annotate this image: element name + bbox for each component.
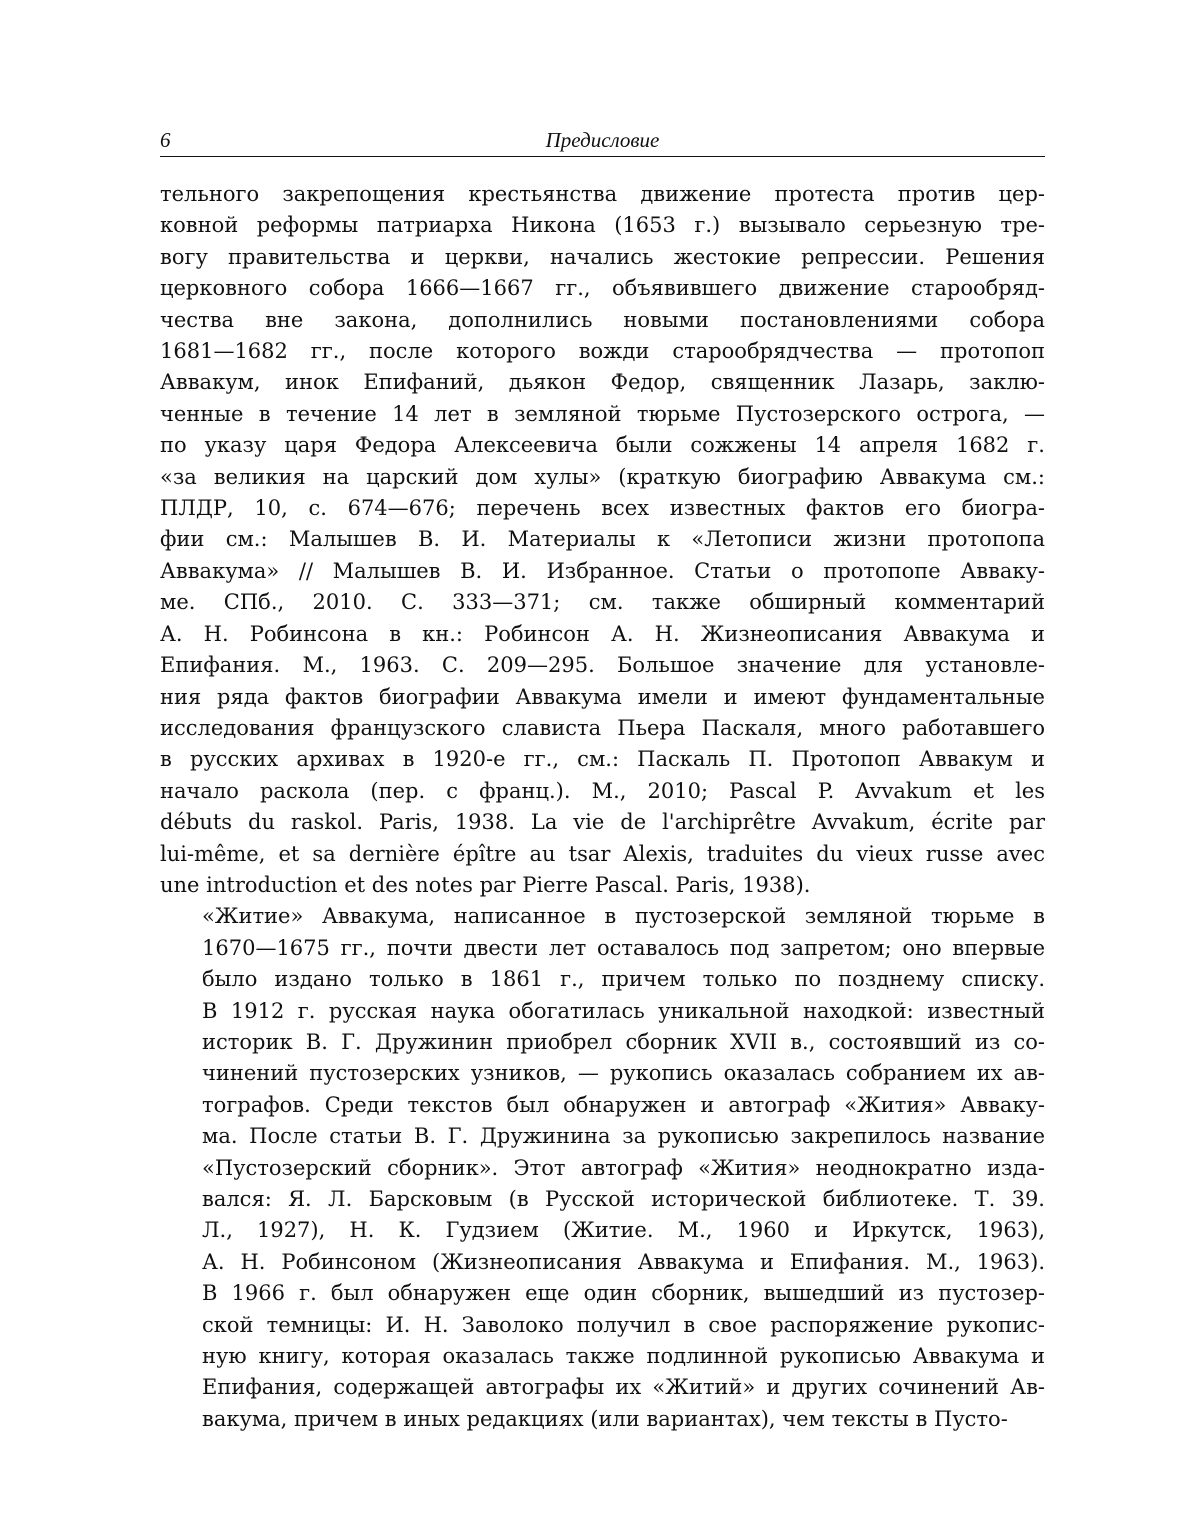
text-line: ковной реформы патриарха Никона (1653 г.) вызывало серьезную тре- xyxy=(160,213,1045,238)
text-line: Аввакума» // Малышев В. И. Избранное. Статьи о протопопе Авваку- xyxy=(160,558,1045,583)
running-header xyxy=(160,122,1045,157)
text-line: фии см.: Малышев В. И. Материалы к «Летописи жизни протопопа xyxy=(160,527,1045,552)
text-line: Л., 1927), Н. К. Гудзием (Житие. М., 1960 и Иркутск, 1963), xyxy=(202,1218,1045,1243)
text-line: тографов. Среди текстов был обнаружен и автограф «Жития» Авваку- xyxy=(202,1092,1045,1117)
text-line: тельного закрепощения крестьянства движение протеста против цер- xyxy=(160,182,1045,206)
text-line: начало раскола (пер. с франц.). М., 2010; Pascal P. Avvakum et les xyxy=(160,778,1045,803)
text-line: une introduction et des notes par Pierre Pascal. Paris, 1938). xyxy=(160,872,811,897)
text-line: ма. После статьи В. Г. Дружинина за рукописью закрепилось название xyxy=(202,1124,1045,1149)
text-line: В 1912 г. русская наука обогатилась уникальной находкой: известный xyxy=(202,998,1045,1023)
text-line: «за великия на царский дом хулы» (краткую биографию Аввакума см.: xyxy=(160,464,1045,489)
paragraph xyxy=(160,179,1045,901)
text-line: чества вне закона, дополнились новыми постановлениями собора xyxy=(160,307,1045,332)
text-line: ния ряда фактов биографии Аввакума имели и имеют фундаментальные xyxy=(160,684,1045,709)
text-line: lui-même, et sa dernière épître au tsar Alexis, traduites du vieux russe avec xyxy=(160,841,1045,866)
text-line: 1670—1675 гг., почти двести лет оставалось под запретом; оно впервые xyxy=(202,935,1045,960)
text-line: Аввакум, инок Епифаний, дьякон Федор, священник Лазарь, заклю- xyxy=(160,370,1045,395)
text-line: было издано только в 1861 г., причем только по позднему списку. xyxy=(202,967,1045,992)
running-title: Предисловие xyxy=(545,128,660,152)
text-line: ченные в течение 14 лет в земляной тюрьме Пустозерского острога, — xyxy=(160,401,1045,426)
text-line: «Пустозерский сборник». Этот автограф «Жития» неоднократно изда- xyxy=(202,1155,1045,1180)
text-line: церковного собора 1666—1667 гг., объявившего движение старообряд- xyxy=(160,276,1045,301)
text-line: чинений пустозерских узников, — рукопись оказалась собранием их ав- xyxy=(202,1061,1045,1086)
text-line: ную книгу, которая оказалась также подлинной рукописью Аввакума и xyxy=(202,1344,1045,1369)
book-page xyxy=(160,122,1045,1435)
text-line: Епифания, содержащей автографы их «Житий» и других сочинений Ав- xyxy=(202,1375,1045,1400)
text-line: «Житие» Аввакума, написанное в пустозерской земляной тюрьме в xyxy=(202,904,1045,929)
paragraph xyxy=(160,901,1045,1435)
text-line: 1681—1682 гг., после которого вожди старообрядчества — протопоп xyxy=(160,339,1045,364)
page-number: 6 xyxy=(160,128,171,152)
text-line: А. Н. Робинсона в кн.: Робинсон А. Н. Жизнеописания Аввакума и xyxy=(160,621,1045,646)
text-line: вогу правительства и церкви, начались жестокие репрессии. Решения xyxy=(160,244,1045,269)
text-line: Епифания. М., 1963. С. 209—295. Большое значение для установле- xyxy=(160,653,1045,678)
text-line: вакума, причем в иных редакциях (или вариантах), чем тексты в Пусто- xyxy=(202,1406,1008,1431)
text-line: ской темницы: И. Н. Заволоко получил в свое распоряжение рукопис- xyxy=(202,1312,1045,1337)
text-line: вался: Я. Л. Барсковым (в Русской исторической библиотеке. Т. 39. xyxy=(202,1187,1045,1211)
text-line: по указу царя Федора Алексеевича были сожжены 14 апреля 1682 г. xyxy=(160,433,1045,458)
text-line: ПЛДР, 10, с. 674—676; перечень всех известных фактов его биогра- xyxy=(160,496,1045,521)
text-line: историк В. Г. Дружинин приобрел сборник XVII в., состоявший из со- xyxy=(202,1029,1045,1054)
text-line: débuts du raskol. Paris, 1938. La vie de l'archiprêtre Avvakum, écrite par xyxy=(160,810,1045,835)
text-line: А. Н. Робинсоном (Жизнеописания Аввакума и Епифания. М., 1963). xyxy=(202,1249,1045,1274)
text-line: в русских архивах в 1920-е гг., см.: Паскаль П. Протопоп Аввакум и xyxy=(160,747,1045,772)
text-line: ме. СПб., 2010. С. 333—371; см. также обширный комментарий xyxy=(160,590,1045,615)
text-line: исследования французского слависта Пьера Паскаля, много работавшего xyxy=(160,715,1045,740)
text-line: В 1966 г. был обнаружен еще один сборник, вышедший из пустозер- xyxy=(202,1281,1045,1306)
body-text xyxy=(160,179,1045,1435)
